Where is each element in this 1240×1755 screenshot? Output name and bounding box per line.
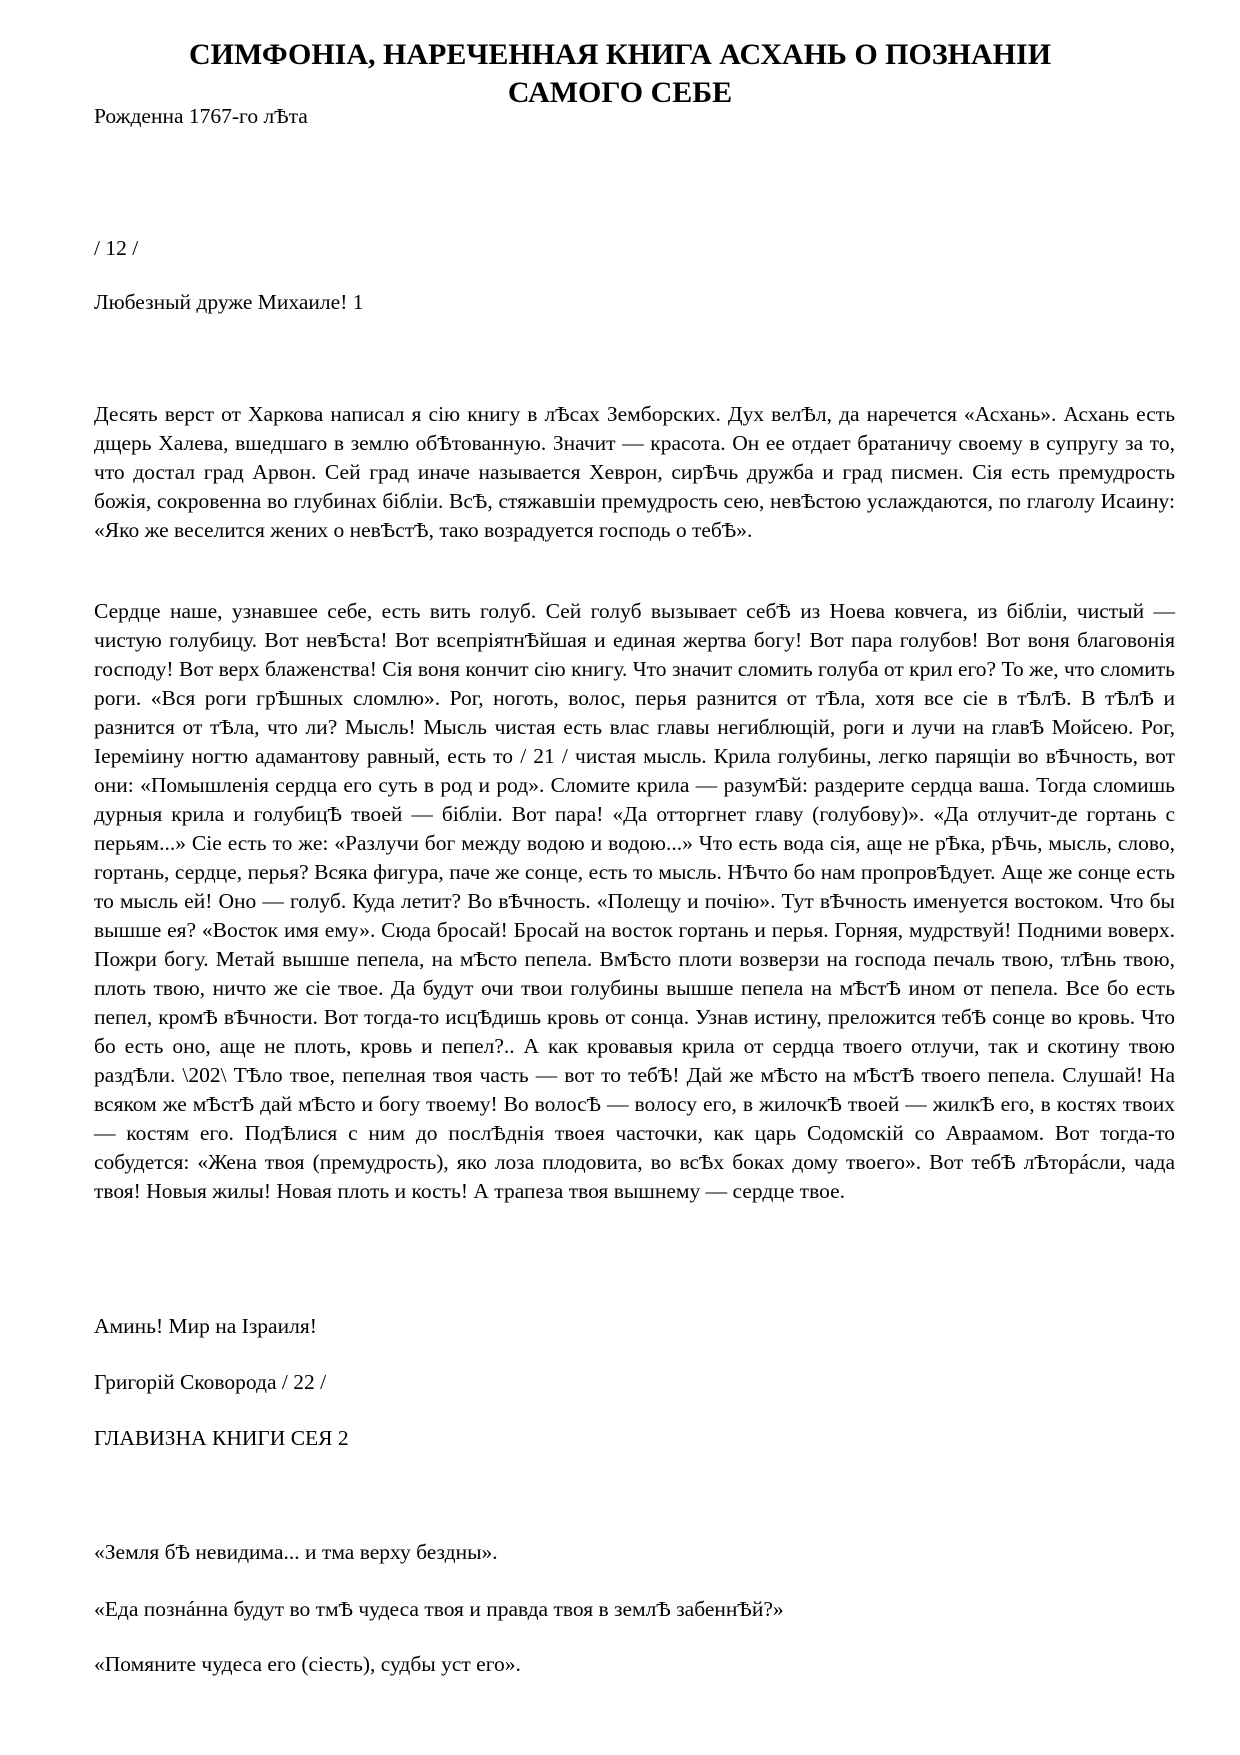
document-title: СИМФОНІА, НАРЕЧЕННАЯ КНИГА АСХАНЬ О ПОЗНАНІИ САМОГО СЕБЕ [188,38,1052,109]
greeting: Любезный друже Михаиле! 1 [94,290,364,314]
paragraph-2: Сердце наше, узнавшее себе, есть вить голуб. Сей голуб вызывает себѢ из Ноева ковчега, из бібліи, чистый — чистую голубицу. Вот невѢста! Вот всепріятнѢйшая и единая жертва богу! Вот пара голубов! Вот воня благовонія господу! Вот верх блаженства! Сія воня кончит сію книгу. Что значит сломить голуба от крил его? То же, что сломить роги. «Вся роги грѢшных сломлю». Рог, ноготь, волос, перья разнится от тѢла, хотя все сіе в тѢлѢ. В тѢлѢ и разнится от тѢла, что ли? Мысль! Мысль чистая есть влас главы негиблющій, роги и лучи на главѢ Мойсею. Рог, Іереміину ногтю адамантову равный, есть то / 21 / чистая мысль. Крила голубины, легко парящіи во вѢчность, вот они: «Помышленія сердца его суть в род и род». Сломите крила — разумѢй: раздерите сердца ваша. Тогда сломишь дурныя крила и голубицѢ твоей — бібліи. Вот пара! «Да отторгнет главу (голубову)». «Да отлучит-де гортань с перьям...» Сіе есть то же: «Разлучи бог между водою и водою...» Что есть вода сія, аще не рѢка, рѢчь, мысль, слово, гортань, сердце, перья? Всяка фигура, паче же сонце, есть то мысль. НѢчто бо нам пропровѢдует. Аще же сонце есть то мысль ей! Оно — голуб. Куда летит? Во вѢчность. «Полещу и почію». Тут вѢчность именуется востоком. Что бы вышше ея? «Восток имя ему». Сюда бросай! Бросай на восток гортань и перья. Горняя, мудрствуй! Подними воверх. Пожри богу. Метай вышше пепела, на мѢсто пепела. ВмѢсто плоти возверзи на господа печаль твою, тлѢнь твою, плоть твою, ничто же сіе твое. Да будут очи твои голубины вышше пепела на мѢстѢ ином от пепела. Все бо есть пепел, кромѢ вѢчности. Вот тогда-то исцѢдишь кровь от сонца. Узнав истину, преложится тебѢ сонце во кровь. Что бо есть оно, аще не плоть, кровь и пепел?.. А как кровавыя крила от сердца твоего отлучи, так и скотину твою раздѢли. \202\ ТѢло твое, пепелная твоя часть — вот то тебѢ! Дай же мѢсто на мѢстѢ твоего пепела. Слушай! На всяком же мѢстѢ дай мѢсто и богу твоему! Во волосѢ — волосу его, в жилочкѢ твоей — жилкѢ его, в костях твоих — костям его. ПодѢлися с ним до послѢднія твоея часточки, как царь Содомскій со Авраамом. Вот тогда-то собудется: «Жена твоя (премудрость), яко лоза плодовита, во всѢх боках дому твоего». Вот тебѢ лѢторáсли, чада твоя! Новыя жилы! Новая плоть и кость! А трапеза твоя вышнему — сердце твое. [94,599,1175,1203]
subtitle: Рожденна 1767-го лѢта [94,104,308,128]
paragraph-1: Десять верст от Харкова написал я сію книгу в лѢсах Земборских. Дух велѢл, да наречется «Асхань». Асхань есть дщерь Халева, вшедшаго в землю обѢтованную. Значит — красота. Он ее отдает братаничу своему в супругу за то, что достал град Арвон. Сей град иначе называется Хеврон, сирѢчь дружба и град писмен. Сія есть премудрость божія, сокровенна во глубинах бібліи. ВсѢ, стяжавшіи премудрость сею, невѢстою услаждаются, по глаголу Исаину: «Яко же веселится жених о невѢстѢ, тако возрадуется господь о тебѢ». [94,402,1175,542]
quote-2: «Еда познáнна будут во тмѢ чудеса твоя и правда твоя в землѢ забеннѢй?» [94,1597,784,1621]
quote-3: «Помяните чудеса его (сіесть), судбы уст его». [94,1652,521,1676]
amen-line: Аминь! Мир на Ізраиля! [94,1314,317,1338]
signature: Григорій Сковорода / 22 / [94,1370,327,1394]
contents-heading: ГЛАВИЗНА КНИГИ СЕЯ 2 [94,1426,349,1450]
quote-1: «Земля бѢ невидима... и тма верху бездны». [94,1540,498,1564]
page-marker: / 12 / [94,236,139,260]
